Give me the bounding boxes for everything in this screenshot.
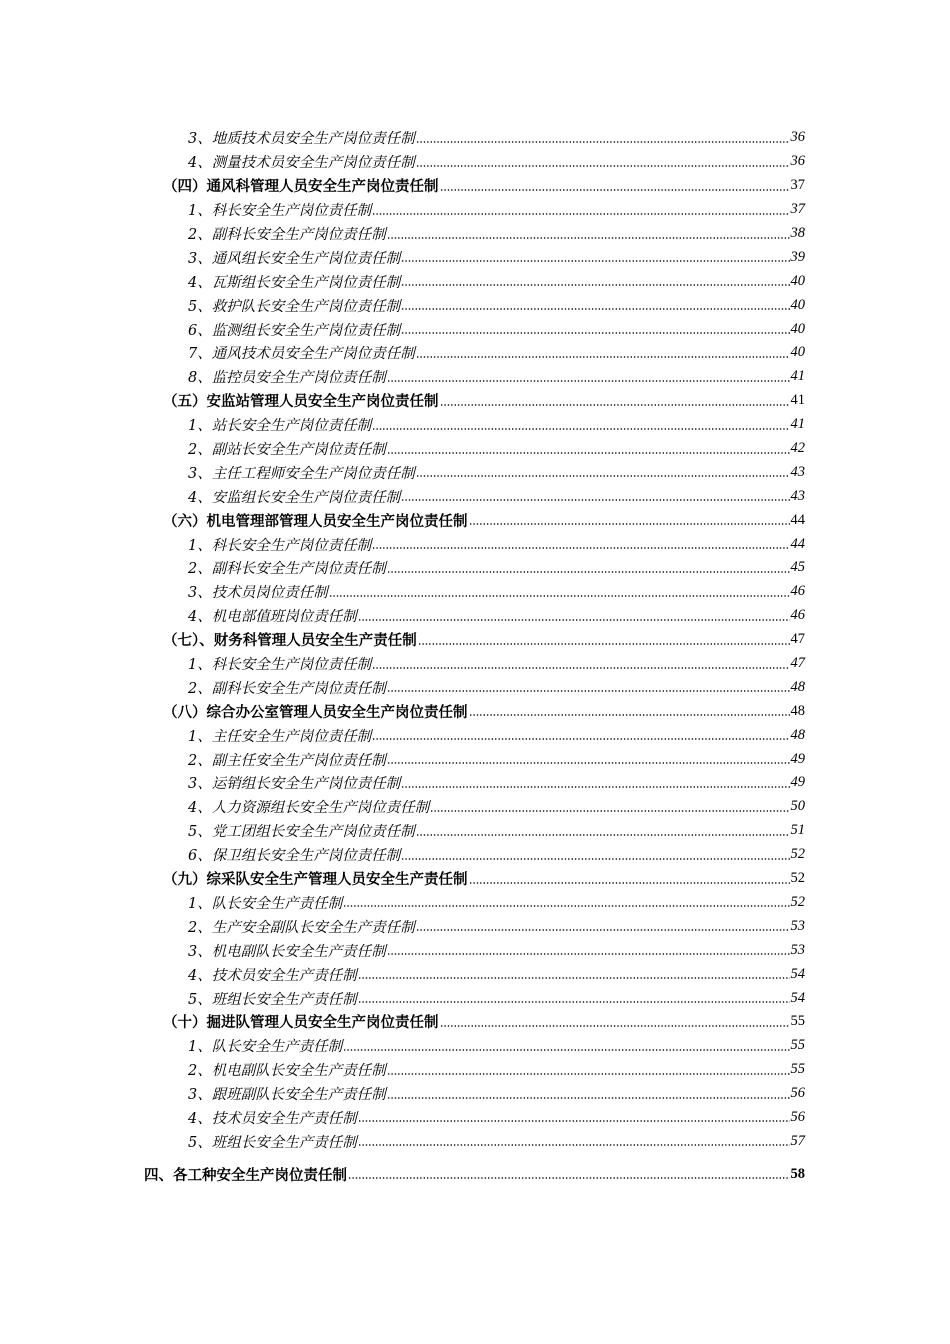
toc-subsection-entry[interactable] — [0, 556, 950, 580]
toc-section-entry[interactable] — [0, 389, 950, 413]
toc-subsection-entry[interactable] — [0, 1058, 950, 1082]
toc-entry-page-number: 40 — [790, 320, 805, 337]
toc-dot-leader — [387, 237, 790, 239]
toc-entry-page-number: 58 — [790, 1165, 805, 1182]
toc-entry-title: 6、保卫组长安全生产岗位责任制 — [188, 848, 401, 865]
toc-subsection-entry[interactable] — [0, 222, 950, 246]
toc-entry-page-number: 45 — [790, 559, 805, 576]
toc-entry-title: （八）综合办公室管理人员安全生产岗位责任制 — [163, 704, 468, 721]
toc-subsection-entry[interactable] — [0, 150, 950, 174]
toc-entry-page-number: 42 — [790, 440, 805, 457]
toc-subsection-entry[interactable] — [0, 795, 950, 819]
toc-entry-title: （五）安监站管理人员安全生产岗位责任制 — [163, 394, 439, 411]
toc-dot-leader — [440, 1025, 790, 1027]
toc-entry-page-number: 44 — [790, 511, 805, 528]
toc-subsection-entry[interactable] — [0, 341, 950, 365]
toc-entry-page-number: 39 — [790, 248, 805, 265]
toc-dot-leader — [387, 380, 790, 382]
toc-entry-title: 2、副主任安全生产岗位责任制 — [188, 752, 386, 769]
toc-entry-page-number: 36 — [790, 129, 805, 146]
toc-dot-leader — [401, 332, 789, 334]
toc-entry-title: 4、机电部值班岗位责任制 — [188, 609, 357, 626]
toc-entry-page-number: 51 — [790, 822, 805, 839]
toc-subsection-entry[interactable] — [0, 652, 950, 676]
toc-entry-title: （十）掘进队管理人员安全生产岗位责任制 — [163, 1015, 439, 1032]
toc-dot-leader — [387, 1073, 790, 1075]
toc-dot-leader — [348, 1177, 790, 1179]
toc-subsection-entry[interactable] — [0, 891, 950, 915]
toc-entry-title: 5、班组长安全生产责任制 — [188, 1134, 357, 1151]
toc-subsection-entry[interactable] — [0, 1034, 950, 1058]
toc-subsection-entry[interactable] — [0, 413, 950, 437]
toc-subsection-entry[interactable] — [0, 962, 950, 986]
toc-entry-title: 3、运销组长安全生产岗位责任制 — [188, 776, 401, 793]
toc-entry-title: 4、瓦斯组长安全生产岗位责任制 — [188, 274, 401, 291]
toc-entry-title: 5、班组长安全生产责任制 — [188, 991, 357, 1008]
toc-entry-page-number: 48 — [790, 678, 805, 695]
toc-dot-leader — [416, 165, 790, 167]
toc-entry-page-number: 52 — [790, 870, 805, 887]
toc-entry-title: 1、队长安全生产责任制 — [188, 895, 343, 912]
toc-entry-title: 8、监控员安全生产岗位责任制 — [188, 370, 386, 387]
toc-section-entry[interactable] — [0, 1010, 950, 1034]
toc-entry-page-number: 37 — [790, 201, 805, 218]
toc-entry-page-number: 40 — [790, 272, 805, 289]
toc-entry-page-number: 47 — [790, 631, 805, 648]
toc-entry-title: 4、技术员安全生产责任制 — [188, 1110, 357, 1127]
toc-entry-title: （六）机电管理部管理人员安全生产岗位责任制 — [163, 513, 468, 530]
toc-dot-leader — [358, 1120, 790, 1122]
toc-dot-leader — [418, 643, 790, 645]
toc-subsection-entry[interactable] — [0, 1129, 950, 1153]
toc-subsection-entry[interactable] — [0, 747, 950, 771]
toc-entry-title: （七）、财务科管理人员安全生产责任制 — [163, 633, 417, 650]
toc-entry-page-number: 56 — [790, 1108, 805, 1125]
toc-section-entry[interactable] — [0, 699, 950, 723]
toc-dot-leader — [469, 882, 790, 884]
toc-subsection-entry[interactable] — [0, 437, 950, 461]
toc-entry-page-number: 46 — [790, 607, 805, 624]
toc-entry-title: 2、副站长安全生产岗位责任制 — [188, 442, 386, 459]
toc-dot-leader — [401, 308, 789, 310]
toc-entry-title: 4、人力资源组长安全生产岗位责任制 — [188, 800, 430, 817]
toc-entry-page-number: 43 — [790, 463, 805, 480]
toc-subsection-entry[interactable] — [0, 819, 950, 843]
toc-entry-title: 1、科长安全生产岗位责任制 — [188, 537, 372, 554]
toc-section-entry[interactable] — [0, 867, 950, 891]
toc-entry-page-number: 40 — [790, 344, 805, 361]
toc-subsection-entry[interactable] — [0, 604, 950, 628]
toc-chapter-entry[interactable] — [0, 1162, 950, 1186]
toc-subsection-entry[interactable] — [0, 126, 950, 150]
toc-entry-title: 2、副科长安全生产岗位责任制 — [188, 680, 386, 697]
toc-entry-page-number: 43 — [790, 487, 805, 504]
toc-entry-page-number: 56 — [790, 1085, 805, 1102]
toc-subsection-entry[interactable] — [0, 365, 950, 389]
toc-entry-title: 1、主任安全生产岗位责任制 — [188, 728, 372, 745]
toc-dot-leader — [372, 547, 789, 549]
toc-entry-page-number: 41 — [790, 368, 805, 385]
toc-entry-title: 2、机电副队长安全生产责任制 — [188, 1063, 386, 1080]
toc-dot-leader — [387, 1097, 790, 1099]
toc-dot-leader — [401, 499, 789, 501]
toc-dot-leader — [343, 905, 789, 907]
toc-subsection-entry[interactable] — [0, 532, 950, 556]
toc-entry-title: 2、副科长安全生产岗位责任制 — [188, 561, 386, 578]
toc-dot-leader — [372, 428, 789, 430]
toc-entry-page-number: 54 — [790, 989, 805, 1006]
toc-dot-leader — [401, 284, 789, 286]
toc-subsection-entry[interactable] — [0, 245, 950, 269]
toc-dot-leader — [387, 571, 790, 573]
toc-entry-page-number: 52 — [790, 893, 805, 910]
toc-dot-leader — [358, 1001, 790, 1003]
toc-subsection-entry[interactable] — [0, 771, 950, 795]
toc-dot-leader — [469, 523, 790, 525]
toc-dot-leader — [469, 714, 790, 716]
toc-entry-page-number: 55 — [790, 1037, 805, 1054]
toc-entry-page-number: 37 — [790, 177, 805, 194]
toc-entry-page-number: 41 — [790, 416, 805, 433]
toc-entry-title: 1、科长安全生产岗位责任制 — [188, 657, 372, 674]
toc-dot-leader — [372, 213, 789, 215]
toc-entry-title: 3、技术员岗位责任制 — [188, 585, 328, 602]
toc-entry-page-number: 50 — [790, 798, 805, 815]
toc-dot-leader — [387, 452, 790, 454]
toc-dot-leader — [329, 595, 790, 597]
toc-dot-leader — [401, 786, 789, 788]
toc-entry-page-number: 54 — [790, 965, 805, 982]
toc-entry-title: 3、主任工程师安全生产岗位责任制 — [188, 465, 415, 482]
toc-subsection-entry[interactable] — [0, 723, 950, 747]
toc-entry-title: 1、科长安全生产岗位责任制 — [188, 203, 372, 220]
toc-entry-title: 3、地质技术员安全生产岗位责任制 — [188, 131, 415, 148]
toc-subsection-entry[interactable] — [0, 484, 950, 508]
toc-section-entry[interactable] — [0, 174, 950, 198]
toc-subsection-entry[interactable] — [0, 269, 950, 293]
toc-entry-page-number: 44 — [790, 535, 805, 552]
toc-entry-page-number: 57 — [790, 1132, 805, 1149]
toc-subsection-entry[interactable] — [0, 317, 950, 341]
toc-subsection-entry[interactable] — [0, 843, 950, 867]
toc-dot-leader — [358, 619, 790, 621]
toc-dot-leader — [387, 690, 790, 692]
toc-entry-title: 3、通风组长安全生产岗位责任制 — [188, 250, 401, 267]
toc-entry-title: 2、生产安全副队长安全生产责任制 — [188, 919, 415, 936]
toc-subsection-entry[interactable] — [0, 675, 950, 699]
toc-entry-page-number: 55 — [790, 1013, 805, 1030]
toc-entry-title: 4、技术员安全生产责任制 — [188, 967, 357, 984]
toc-entry-title: （九）综采队安全生产管理人员安全生产责任制 — [163, 872, 468, 889]
toc-entry-page-number: 49 — [790, 774, 805, 791]
toc-entry-page-number: 41 — [790, 392, 805, 409]
toc-subsection-entry[interactable] — [0, 460, 950, 484]
toc-entry-page-number: 52 — [790, 846, 805, 863]
toc-entry-page-number: 47 — [790, 655, 805, 672]
toc-entry-title: 5、党工团组长安全生产岗位责任制 — [188, 824, 415, 841]
toc-dot-leader — [401, 260, 789, 262]
toc-dot-leader — [358, 977, 790, 979]
toc-dot-leader — [387, 762, 790, 764]
toc-dot-leader — [416, 141, 790, 143]
toc-subsection-entry[interactable] — [0, 1106, 950, 1130]
toc-subsection-entry[interactable] — [0, 986, 950, 1010]
toc-subsection-entry[interactable] — [0, 580, 950, 604]
toc-subsection-entry[interactable] — [0, 938, 950, 962]
table-of-contents — [0, 126, 950, 1186]
toc-entry-page-number: 46 — [790, 583, 805, 600]
toc-dot-leader — [387, 953, 790, 955]
toc-dot-leader — [416, 929, 790, 931]
toc-dot-leader — [416, 834, 790, 836]
toc-dot-leader — [372, 738, 789, 740]
toc-entry-page-number: 49 — [790, 750, 805, 767]
toc-dot-leader — [430, 810, 789, 812]
toc-entry-title: 7、通风技术员安全生产岗位责任制 — [188, 346, 415, 363]
toc-entry-title: 四、各工种安全生产岗位责任制 — [144, 1167, 347, 1184]
toc-entry-title: 5、救护队长安全生产岗位责任制 — [188, 298, 401, 315]
toc-entry-page-number: 38 — [790, 225, 805, 241]
toc-entry-page-number: 36 — [790, 153, 805, 170]
toc-dot-leader — [372, 667, 789, 669]
toc-entry-title: 1、队长安全生产责任制 — [188, 1039, 343, 1056]
toc-dot-leader — [358, 1144, 790, 1146]
toc-entry-title: 3、跟班副队长安全生产责任制 — [188, 1087, 386, 1104]
toc-dot-leader — [401, 858, 789, 860]
toc-entry-page-number: 53 — [790, 917, 805, 934]
toc-entry-page-number: 40 — [790, 296, 805, 313]
toc-section-entry[interactable] — [0, 508, 950, 532]
toc-dot-leader — [416, 475, 790, 477]
toc-entry-title: 1、站长安全生产岗位责任制 — [188, 418, 372, 435]
toc-entry-title: 6、监测组长安全生产岗位责任制 — [188, 322, 401, 339]
toc-subsection-entry[interactable] — [0, 198, 950, 222]
toc-dot-leader — [440, 189, 790, 191]
toc-subsection-entry[interactable] — [0, 914, 950, 938]
toc-entry-title: 3、机电副队长安全生产责任制 — [188, 943, 386, 960]
toc-subsection-entry[interactable] — [0, 293, 950, 317]
toc-entry-title: 4、测量技术员安全生产岗位责任制 — [188, 155, 415, 172]
toc-dot-leader — [343, 1049, 789, 1051]
toc-entry-page-number: 48 — [790, 702, 805, 719]
toc-entry-page-number: 55 — [790, 1061, 805, 1078]
toc-entry-page-number: 48 — [790, 726, 805, 743]
toc-subsection-entry[interactable] — [0, 1082, 950, 1106]
toc-entry-title: 2、副科长安全生产岗位责任制 — [188, 227, 386, 243]
toc-entry-title: 4、安监组长安全生产岗位责任制 — [188, 489, 401, 506]
toc-entry-title: （四）通风科管理人员安全生产岗位责任制 — [163, 179, 439, 196]
toc-section-entry[interactable] — [0, 628, 950, 652]
toc-dot-leader — [440, 404, 790, 406]
toc-entry-page-number: 53 — [790, 941, 805, 958]
toc-dot-leader — [416, 356, 790, 358]
